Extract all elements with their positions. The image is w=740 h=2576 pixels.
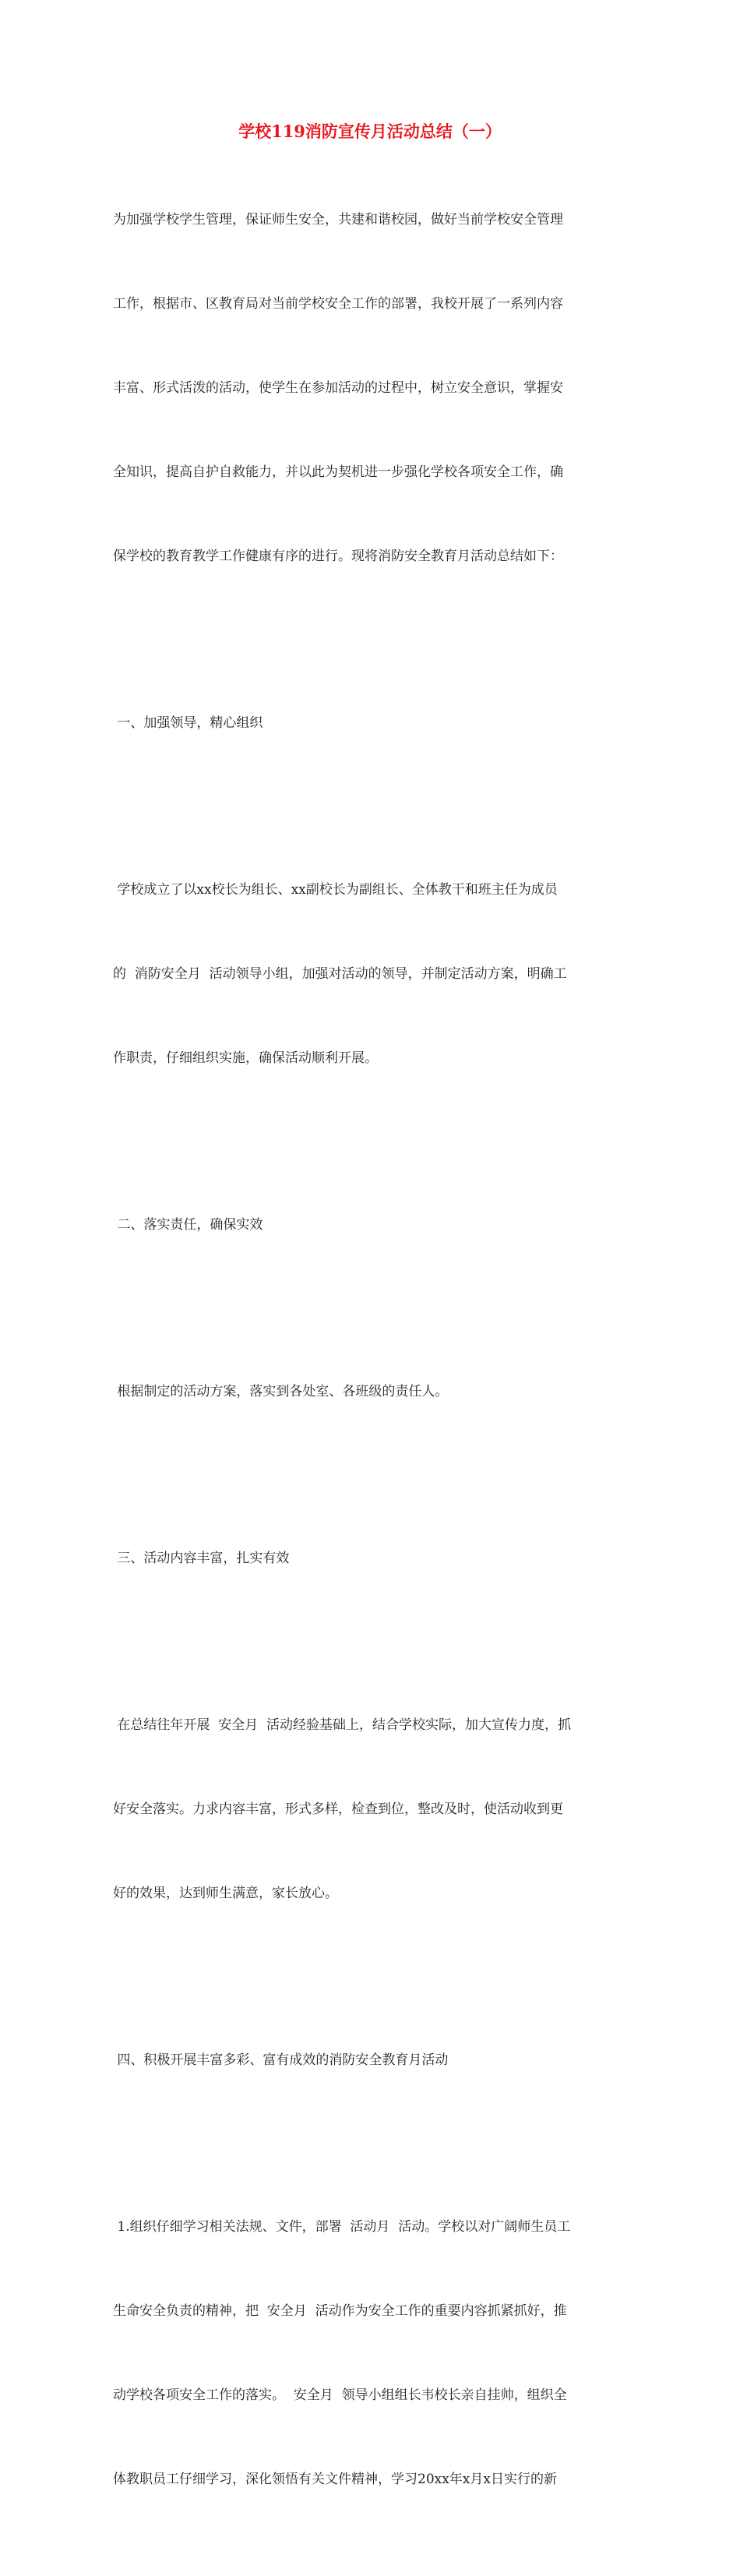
paragraph-line: 在总结往年开展 安全月 活动经验基础上，结合学校实际，加大宣传力度，抓 [113,1717,572,1733]
section-paragraph-3 [113,1655,627,1964]
paragraph-line: 作职责，仔细组织实施，确保活动顺利开展。 [113,1050,378,1066]
intro-line: 保学校的教育教学工作健康有序的进行。现将消防安全教育月活动总结如下： [113,549,563,564]
section-heading-3 [113,1488,627,1629]
section-heading-text: 四、积极开展丰富多彩、富有成效的消防安全教育月活动 [113,2052,449,2068]
section-heading-text: 一、加强领导，精心组织 [113,715,263,731]
section-heading-2 [113,1155,627,1295]
section-paragraph-2 [113,1322,627,1462]
intro-line: 为加强学校学生管理，保证师生安全，共建和谐校园，做好当前学校安全管理 [113,212,563,228]
section-heading-text: 二、落实责任，确保实效 [113,1217,263,1233]
paragraph-line: 好的效果，达到师生满意，家长放心。 [113,1886,338,1901]
section-paragraph-4 [113,2157,627,2550]
paragraph-line: 学校成立了以xx校长为组长、xx副校长为副组长、全体教干和班主任为成员 [113,882,558,898]
section-heading-1 [113,653,627,793]
document-title: 学校119消防宣传月活动总结（一） [238,122,502,141]
paragraph-line: 根据制定的活动方案，落实到各处室、各班级的责任人。 [113,1384,449,1399]
intro-line: 工作，根据市、区教育局对当前学校安全工作的部署，我校开展了一系列内容 [113,296,563,312]
paragraph-line: 好安全落实。力求内容丰富，形式多样，检查到位，整改及时，使活动收到更 [113,1801,563,1817]
section-heading-4 [113,1990,627,2130]
paragraph-line: 1.组织仔细学习相关法规、文件，部署 活动月 活动。学校以对广阔师生员工 [113,2219,571,2235]
document-body [113,150,627,2576]
section-paragraph-1 [113,820,627,1128]
paragraph-line: 的 消防安全月 活动领导小组，加强对活动的领导，并制定活动方案，明确工 [113,966,567,982]
intro-paragraph [113,150,627,626]
paragraph-line: 体教职员工仔细学习，深化领悟有关文件精神，学习20xx年x月x日实行的新 [113,2472,557,2487]
section-heading-text: 三、活动内容丰富，扎实有效 [113,1551,290,1566]
intro-line: 全知识，提高自护自救能力，并以此为契机进一步强化学校各项安全工作，确 [113,464,563,480]
intro-line: 丰富、形式活泼的活动，使学生在参加活动的过程中，树立安全意识，掌握安 [113,380,563,396]
paragraph-line: 生命安全负责的精神，把 安全月 活动作为安全工作的重要内容抓紧抓好，推 [113,2303,567,2319]
paragraph-line: 动学校各项安全工作的落实。 安全月 领导小组组长韦校长亲自挂帅，组织全 [113,2387,567,2403]
